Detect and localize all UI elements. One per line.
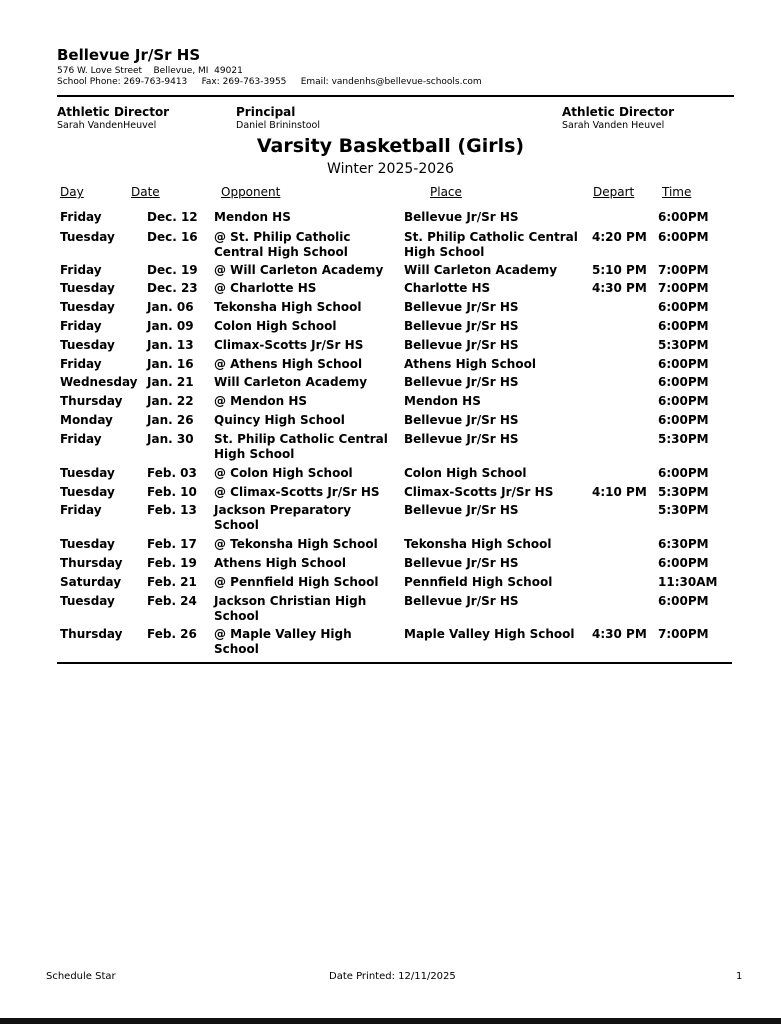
- game-place: Bellevue Jr/Sr HS: [404, 503, 519, 517]
- staff-name: Sarah Vanden Heuvel: [562, 120, 665, 131]
- header-divider: [57, 95, 734, 97]
- school-name: Bellevue Jr/Sr HS: [57, 46, 201, 64]
- column-header-depart: Depart: [593, 185, 635, 199]
- game-date: Jan. 26: [147, 413, 194, 427]
- game-opponent: @ Charlotte HS: [214, 281, 317, 295]
- column-header-date: Date: [131, 185, 160, 199]
- game-place: Bellevue Jr/Sr HS: [404, 210, 519, 224]
- game-day: Friday: [60, 503, 102, 517]
- game-depart: 5:10 PM: [592, 263, 647, 277]
- game-date: Jan. 13: [147, 338, 194, 352]
- game-day: Tuesday: [60, 485, 115, 499]
- game-place: Bellevue Jr/Sr HS: [404, 338, 519, 352]
- game-date: Jan. 16: [147, 357, 194, 371]
- game-time: 6:30PM: [658, 537, 709, 551]
- game-day: Thursday: [60, 556, 123, 570]
- column-header-opponent: Opponent: [221, 185, 281, 199]
- game-time: 5:30PM: [658, 338, 709, 352]
- game-place: Bellevue Jr/Sr HS: [404, 300, 519, 314]
- game-time: 5:30PM: [658, 432, 709, 446]
- game-day: Tuesday: [60, 230, 115, 244]
- game-place: Bellevue Jr/Sr HS: [404, 556, 519, 570]
- game-opponent: Mendon HS: [214, 210, 291, 224]
- game-time: 6:00PM: [658, 210, 709, 224]
- game-time: 7:00PM: [658, 281, 709, 295]
- game-place: Athens High School: [404, 357, 536, 371]
- game-time: 7:00PM: [658, 627, 709, 641]
- game-day: Thursday: [60, 627, 123, 641]
- bottom-bar: [0, 1018, 781, 1024]
- game-date: Feb. 19: [147, 556, 197, 570]
- game-day: Wednesday: [60, 375, 138, 389]
- game-opponent: @ St. Philip Catholic Central High School: [214, 230, 351, 259]
- game-date: Jan. 22: [147, 394, 194, 408]
- footer-date-printed: Date Printed: 12/11/2025: [329, 971, 456, 982]
- game-place: Bellevue Jr/Sr HS: [404, 432, 519, 446]
- staff-name: Sarah VandenHeuvel: [57, 120, 157, 131]
- staff-title: Athletic Director: [562, 105, 675, 119]
- game-opponent: Colon High School: [214, 319, 337, 333]
- game-date: Feb. 03: [147, 466, 197, 480]
- game-place: St. Philip Catholic Central High School: [404, 230, 578, 259]
- school-address: 576 W. Love Street Bellevue, MI 49021: [57, 66, 243, 76]
- game-day: Tuesday: [60, 594, 115, 608]
- game-time: 6:00PM: [658, 394, 709, 408]
- game-day: Tuesday: [60, 537, 115, 551]
- game-place: Mendon HS: [404, 394, 481, 408]
- staff-principal: [236, 105, 320, 131]
- game-place: Bellevue Jr/Sr HS: [404, 375, 519, 389]
- game-date: Jan. 09: [147, 319, 194, 333]
- game-place: Climax-Scotts Jr/Sr HS: [404, 485, 554, 499]
- game-opponent: Quincy High School: [214, 413, 345, 427]
- game-place: Bellevue Jr/Sr HS: [404, 319, 519, 333]
- staff-name: Daniel Brininstool: [236, 120, 320, 131]
- game-opponent: @ Climax-Scotts Jr/Sr HS: [214, 485, 380, 499]
- game-day: Tuesday: [60, 300, 115, 314]
- game-day: Friday: [60, 432, 102, 446]
- game-place: Pennfield High School: [404, 575, 553, 589]
- game-date: Feb. 10: [147, 485, 197, 499]
- staff-title: Principal: [236, 105, 296, 119]
- footer-source: Schedule Star: [46, 971, 116, 982]
- game-time: 6:00PM: [658, 466, 709, 480]
- game-time: 7:00PM: [658, 263, 709, 277]
- game-opponent: @ Mendon HS: [214, 394, 308, 408]
- game-opponent: St. Philip Catholic Central High School: [214, 432, 388, 461]
- game-depart: 4:10 PM: [592, 485, 647, 499]
- staff-title: Athletic Director: [57, 105, 170, 119]
- game-opponent: Jackson Christian High School: [214, 594, 367, 623]
- game-time: 6:00PM: [658, 319, 709, 333]
- game-date: Feb. 21: [147, 575, 197, 589]
- schedule-title: Varsity Basketball (Girls): [256, 135, 525, 157]
- game-day: Tuesday: [60, 281, 115, 295]
- game-date: Jan. 21: [147, 375, 194, 389]
- school-contact: School Phone: 269-763-9413 Fax: 269-763-3955 Email: vandenhs@bellevue-schools.com: [57, 77, 482, 87]
- schedule-season: Winter 2025-2026: [327, 161, 454, 177]
- game-day: Tuesday: [60, 338, 115, 352]
- game-day: Friday: [60, 263, 102, 277]
- column-header-place: Place: [430, 185, 462, 199]
- game-place: Tekonsha High School: [404, 537, 552, 551]
- game-day: Monday: [60, 413, 113, 427]
- game-depart: 4:20 PM: [592, 230, 647, 244]
- column-header-day: Day: [60, 185, 84, 199]
- game-time: 6:00PM: [658, 413, 709, 427]
- game-day: Saturday: [60, 575, 122, 589]
- footer-page-number: 1: [736, 971, 743, 982]
- game-date: Feb. 17: [147, 537, 197, 551]
- column-header-time: Time: [662, 185, 692, 199]
- game-time: 11:30AM: [658, 575, 718, 589]
- game-date: Feb. 26: [147, 627, 197, 641]
- game-opponent: Tekonsha High School: [214, 300, 362, 314]
- game-place: Colon High School: [404, 466, 527, 480]
- game-date: Dec. 12: [147, 210, 198, 224]
- game-opponent: Will Carleton Academy: [214, 375, 368, 389]
- game-opponent: @ Pennfield High School: [214, 575, 379, 589]
- game-time: 6:00PM: [658, 556, 709, 570]
- staff-athletic-director-2: [562, 105, 674, 131]
- game-place: Charlotte HS: [404, 281, 491, 295]
- staff-athletic-director-1: [57, 105, 169, 131]
- game-place: Maple Valley High School: [404, 627, 575, 641]
- game-time: 6:00PM: [658, 230, 709, 244]
- game-day: Thursday: [60, 394, 123, 408]
- game-time: 6:00PM: [658, 300, 709, 314]
- game-date: Feb. 24: [147, 594, 197, 608]
- game-opponent: @ Colon High School: [214, 466, 353, 480]
- game-depart: 4:30 PM: [592, 627, 647, 641]
- game-place: Bellevue Jr/Sr HS: [404, 594, 519, 608]
- game-place: Will Carleton Academy: [404, 263, 558, 277]
- game-opponent: @ Athens High School: [214, 357, 363, 371]
- game-time: 5:30PM: [658, 485, 709, 499]
- table-bottom-divider: [57, 662, 732, 664]
- game-date: Dec. 16: [147, 230, 198, 244]
- game-date: Dec. 19: [147, 263, 198, 277]
- game-day: Friday: [60, 357, 102, 371]
- game-date: Jan. 06: [147, 300, 194, 314]
- game-depart: 4:30 PM: [592, 281, 647, 295]
- game-time: 5:30PM: [658, 503, 709, 517]
- game-time: 6:00PM: [658, 357, 709, 371]
- game-opponent: @ Maple Valley High School: [214, 627, 352, 656]
- game-opponent: Jackson Preparatory School: [214, 503, 352, 532]
- game-opponent: Climax-Scotts Jr/Sr HS: [214, 338, 364, 352]
- game-day: Tuesday: [60, 466, 115, 480]
- game-opponent: Athens High School: [214, 556, 346, 570]
- game-time: 6:00PM: [658, 594, 709, 608]
- game-date: Dec. 23: [147, 281, 198, 295]
- game-date: Feb. 13: [147, 503, 197, 517]
- game-date: Jan. 30: [147, 432, 194, 446]
- game-opponent: @ Tekonsha High School: [214, 537, 378, 551]
- game-day: Friday: [60, 210, 102, 224]
- game-opponent: @ Will Carleton Academy: [214, 263, 384, 277]
- game-day: Friday: [60, 319, 102, 333]
- game-time: 6:00PM: [658, 375, 709, 389]
- game-place: Bellevue Jr/Sr HS: [404, 413, 519, 427]
